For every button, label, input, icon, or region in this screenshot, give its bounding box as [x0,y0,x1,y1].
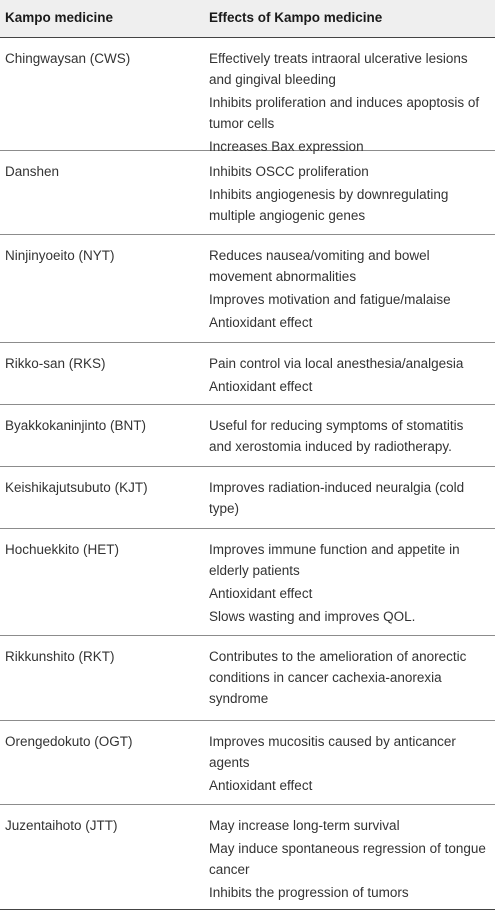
table-row [0,805,495,910]
row-effects [209,646,489,711]
row-effects [209,48,489,159]
row-effects [209,353,489,399]
effect-item: Inhibits the progression of tumors [209,885,409,900]
effect-item: Inhibits OSCC proliferation [209,164,369,179]
row-name: Ninjinyoeito (NYT) [5,248,115,263]
table-row [0,405,495,467]
row-name: Juzentaihoto (JTT) [5,818,118,833]
row-name: Orengedokuto (OGT) [5,734,133,749]
table-row [0,529,495,636]
row-effects [209,415,489,459]
effect-item: Slows wasting and improves QOL. [209,609,416,624]
row-name: Byakkokaninjinto (BNT) [5,418,147,433]
effect-item: Antioxidant effect [209,315,313,330]
effect-item: Improves radiation-induced neuralgia (cold type) [209,480,465,516]
row-effects [209,245,489,335]
effect-item: Increases Bax expression [209,139,364,154]
row-effects [209,161,489,228]
row-effects [209,731,489,798]
effect-item: Contributes to the amelioration of anorectic conditions in cancer cachexia-anorexia syndrome [209,649,467,706]
effect-item: Antioxidant effect [209,778,313,793]
effect-item: Antioxidant effect [209,379,313,394]
effect-item: Reduces nausea/vomiting and bowel movement abnormalities [209,248,430,284]
effect-item: Improves motivation and fatigue/malaise [209,292,451,307]
table-row [0,721,495,805]
effect-item: Inhibits angiogenesis by downregulating multiple angiogenic genes [209,187,449,223]
row-name: Chingwaysan (CWS) [5,51,131,66]
row-effects [209,539,489,629]
effect-item: May induce spontaneous regression of tongue cancer [209,841,486,877]
table-row [0,343,495,405]
effect-item: Improves mucositis caused by anticancer agents [209,734,456,770]
header-effects: Effects of Kampo medicine [209,10,383,25]
table-row [0,151,495,235]
row-name: Hochuekkito (HET) [5,542,120,557]
effect-item: Antioxidant effect [209,586,313,601]
row-name: Rikko-san (RKS) [5,356,106,371]
table-row [0,467,495,529]
row-name: Rikkunshito (RKT) [5,649,115,664]
table-row [0,38,495,154]
effect-item: Useful for reducing symptoms of stomatitis and xerostomia induced by radiotherapy. [209,418,464,454]
effect-item: Effectively treats intraoral ulcerative lesions and gingival bleeding [209,51,468,87]
row-effects [209,477,489,521]
row-name: Danshen [5,164,60,179]
effect-item: May increase long-term survival [209,818,400,833]
header-kampo-medicine: Kampo medicine [5,10,114,25]
row-name: Keishikajutsubuto (KJT) [5,480,148,495]
effect-item: Inhibits proliferation and induces apoptosis of tumor cells [209,95,480,131]
effect-item: Improves immune function and appetite in elderly patients [209,542,460,578]
table-row [0,235,495,343]
effect-item: Pain control via local anesthesia/analgesia [209,356,464,371]
table-row [0,636,495,721]
row-effects [209,815,489,905]
table-header [0,0,495,38]
